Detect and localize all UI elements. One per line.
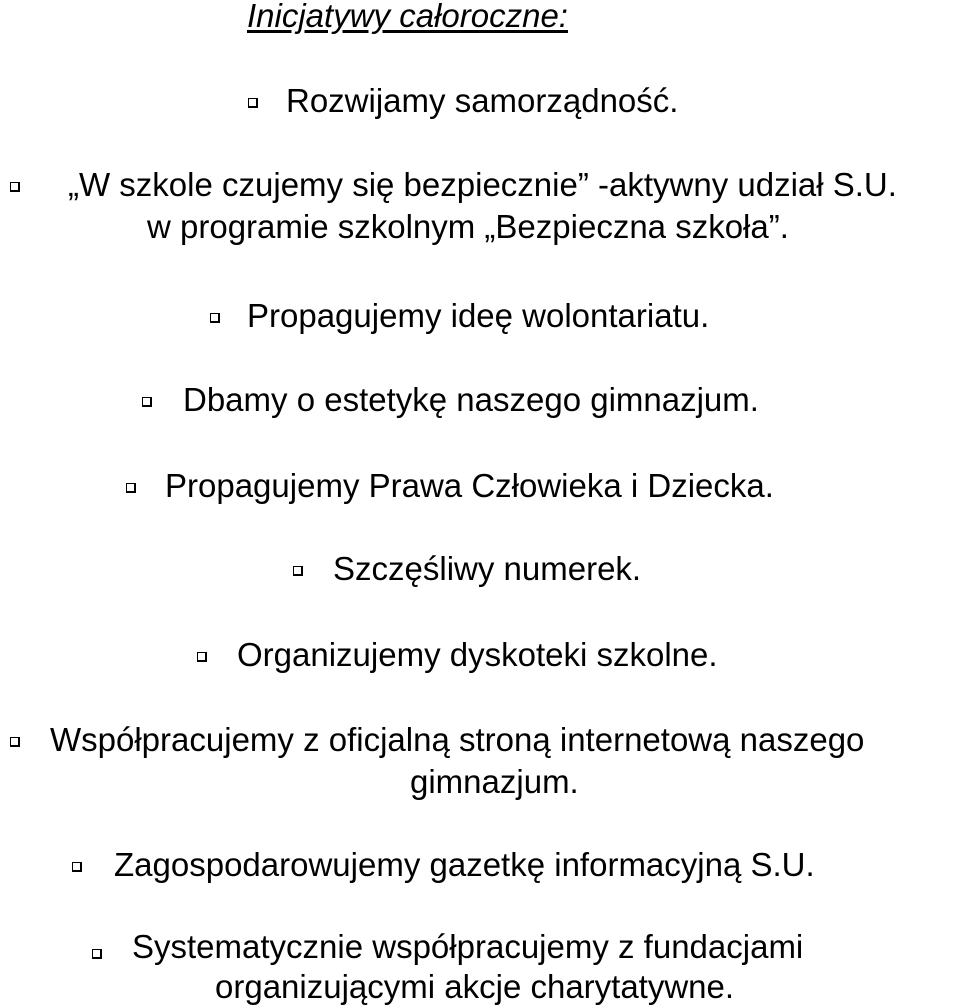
list-item-text: Współpracujemy z oficjalną stroną internetową naszego (50, 721, 865, 758)
list-item-text: gimnazjum. (410, 763, 579, 800)
list-item-text: Zagospodarowujemy gazetkę informacyjną S.U. (114, 846, 815, 883)
square-bullet-icon (142, 397, 152, 407)
list-item-text: Rozwijamy samorządność. (286, 82, 679, 119)
list-item-text: „W szkole czujemy się bezpiecznie” -aktywny udział S.U. (68, 166, 897, 203)
list-item-text: Propagujemy ideę wolontariatu. (247, 297, 710, 334)
square-bullet-icon (72, 862, 82, 872)
list-item-text: Systematycznie współpracujemy z fundacjami (132, 928, 804, 965)
list-item-text: Szczęśliwy numerek. (333, 550, 642, 587)
square-bullet-icon (248, 98, 258, 108)
square-bullet-icon (10, 737, 20, 747)
square-bullet-icon (126, 483, 136, 493)
list-item-text: Dbamy o estetykę naszego gimnazjum. (183, 381, 759, 418)
list-item-text: Propagujemy Prawa Człowieka i Dziecka. (165, 467, 774, 504)
list-item-text: organizującymi akcje charytatywne. (215, 968, 735, 1005)
list-item-text: w programie szkolnym „Bezpieczna szkoła”. (147, 208, 789, 245)
square-bullet-icon (10, 182, 20, 192)
square-bullet-icon (210, 313, 220, 323)
square-bullet-icon (197, 652, 207, 662)
square-bullet-icon (293, 566, 303, 576)
list-item-text: Organizujemy dyskoteki szkolne. (237, 636, 718, 673)
page-title: Inicjatywy całoroczne: (247, 0, 568, 34)
square-bullet-icon (92, 949, 102, 959)
